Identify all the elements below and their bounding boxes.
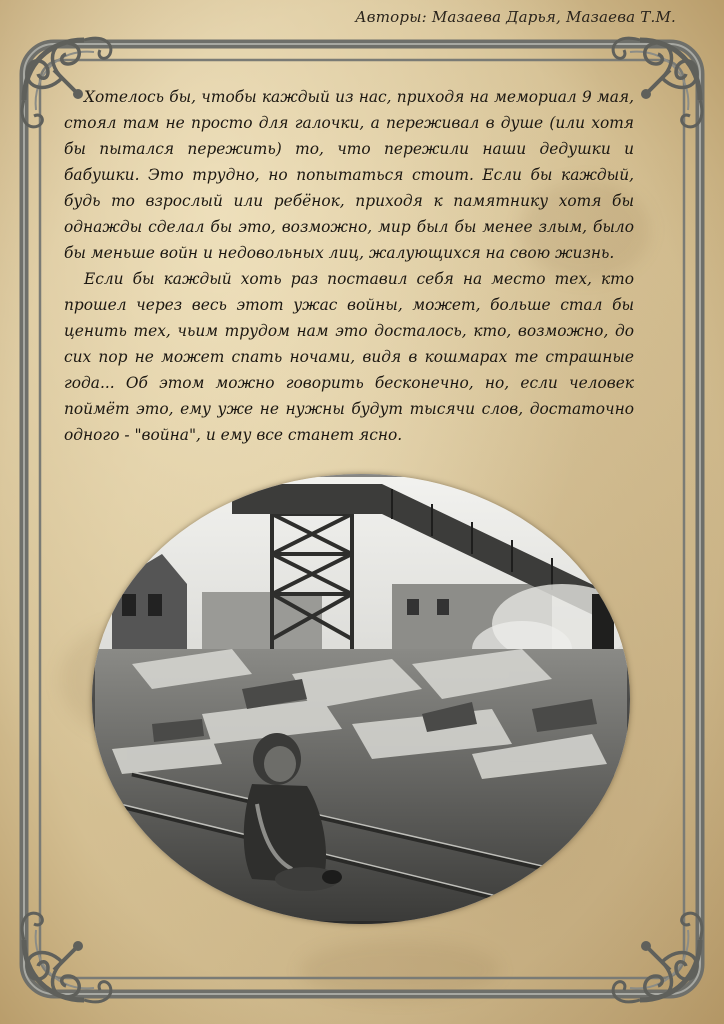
authors-line: Авторы: Мазаева Дарья, Мазаева Т.М. [355, 8, 676, 26]
photo-illustration [92, 474, 630, 924]
paragraph-1: Хотелось бы, чтобы каждый из нас, приходя на мемориал 9 мая, стоял там не просто для галочки, а переживал в душе (или хотя бы пытался пережить) то, что пережили наши дедушки и бабушки. Это трудно, но попытаться стоит. Если бы каждый, будь то взрослый или ребёнок, приходя к памятнику хотя бы однажды сделал бы это, возможно, мир был бы менее злым, было бы меньше войн и недовольных лиц, жалующихся на свою жизнь. [64, 88, 634, 262]
paragraph-2: Если бы каждый хоть раз поставил себя на место тех, кто прошел через весь этот ужас войны, может, больше стал бы ценить тех, чьим трудом нам это досталось, кто, возможно, до сих пор не может спать ночами, видя в кошмарах те страшные года... Об этом можно говорить бесконечно, но, если человек поймёт это, ему уже не нужны будут тысячи слов, достаточно одного - "война", и ему все станет ясно. [64, 270, 634, 444]
essay-text [64, 84, 634, 448]
war-ruins-photo [92, 474, 630, 924]
